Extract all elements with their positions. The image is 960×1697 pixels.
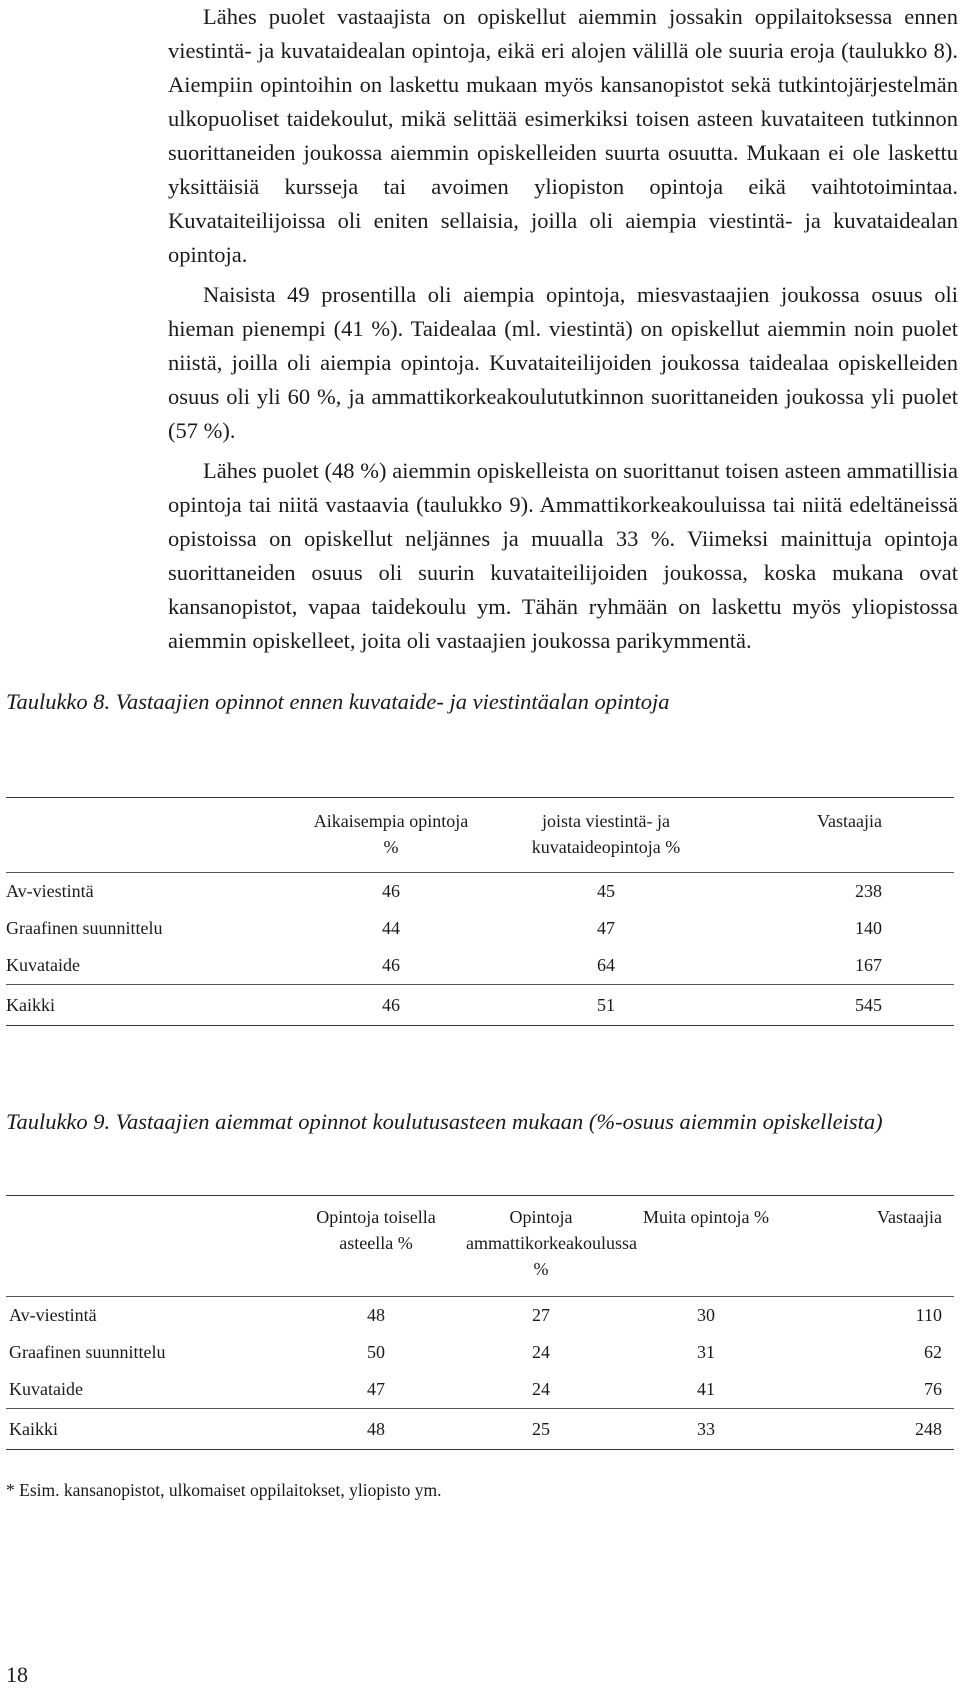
table-row (6, 1297, 954, 1335)
cell: 51 (597, 995, 615, 1015)
cell: 41 (697, 1379, 715, 1399)
header-empty (6, 1196, 296, 1297)
row-label: Kuvataide (9, 1379, 83, 1399)
row-label: Graafinen suunnittelu (9, 1342, 166, 1362)
paragraph: Naisista 49 prosentilla oli aiempia opintoja, miesvastaajien joukossa osuus oli hieman pienempi (41 %). Taidealaa (ml. viestintä) on opiskellut aiemmin noin puolet niistä, joilla oli aiempia opintoja. Kuvataiteilijoiden joukossa taidealaa opiskelleiden osuus oli yli 60 %, ja ammattikorkeakoulututkinnon suorittaneiden joukossa yli puolet (57 %). (168, 282, 958, 443)
table8-caption: Taulukko 8. Vastaajien opinnot ennen kuvataide- ja viestintäalan opintoja (6, 689, 670, 714)
cell: 27 (532, 1305, 550, 1325)
page-number: 18 (6, 1662, 28, 1687)
cell: 167 (855, 955, 882, 975)
table-row-total (6, 985, 954, 1026)
cell: 46 (382, 995, 400, 1015)
column-header: Vastaajia (877, 1207, 942, 1227)
column-header: joista viestintä- ja kuvataideopintoja % (531, 811, 681, 857)
cell: 50 (367, 1342, 385, 1362)
row-label: Kaikki (9, 1419, 58, 1439)
cell: 47 (367, 1379, 385, 1399)
cell: 64 (597, 955, 615, 975)
cell: 110 (915, 1305, 942, 1325)
cell: 47 (597, 918, 615, 938)
cell: 45 (597, 881, 615, 901)
table-row (6, 1334, 954, 1371)
cell: 238 (855, 881, 882, 901)
table8 (6, 797, 954, 1026)
footnote: * Esim. kansanopistot, ulkomaiset oppilaitokset, yliopisto ym. (6, 1480, 442, 1500)
table-header-row (6, 1196, 954, 1297)
table-row (6, 873, 954, 911)
cell: 62 (924, 1342, 942, 1362)
row-label: Kaikki (6, 995, 55, 1015)
column-header: Aikaisempia opintoja % (313, 811, 469, 857)
cell: 140 (855, 918, 882, 938)
header-empty (6, 798, 296, 873)
cell: 46 (382, 955, 400, 975)
cell: 545 (855, 995, 882, 1015)
cell: 44 (382, 918, 400, 938)
table-header-row (6, 798, 954, 873)
table-row (6, 1371, 954, 1409)
row-label: Graafinen suunnittelu (6, 918, 163, 938)
table-row (6, 910, 954, 947)
column-header: Opintoja ammattikorkeakoulussa % (466, 1207, 637, 1279)
table-row (6, 947, 954, 985)
table9-caption: Taulukko 9. Vastaajien aiemmat opinnot koulutusasteen mukaan (%-osuus aiemmin opiskelleista) (6, 1109, 883, 1134)
cell: 48 (367, 1419, 385, 1439)
column-header: Vastaajia (817, 811, 882, 831)
table9 (6, 1195, 954, 1450)
column-header: Muita opintoja % (643, 1207, 769, 1227)
cell: 48 (367, 1305, 385, 1325)
cell: 33 (697, 1419, 715, 1439)
row-label: Kuvataide (6, 955, 80, 975)
cell: 76 (924, 1379, 942, 1399)
row-label: Av-viestintä (6, 881, 94, 901)
paragraph: Lähes puolet (48 %) aiemmin opiskelleista on suorittanut toisen asteen ammatillisia opintoja tai niitä vastaavia (taulukko 9). Ammattikorkeakouluissa tai niitä edeltäneissä opistoissa on opiskellut neljännes ja muualla 33 %. Viimeksi mainittuja opintoja suorittaneiden osuus oli suurin kuvataiteilijoiden joukossa, koska mukana ovat kansanopistot, vapaa taidekoulu ym. Tähän ryhmään on laskettu myös yliopistossa aiemmin opiskelleet, joita oli vastaajien joukossa parikymmentä. (168, 458, 958, 653)
column-header: Opintoja toisella asteella % (316, 1207, 436, 1253)
table-row-total (6, 1409, 954, 1450)
cell: 248 (915, 1419, 942, 1439)
paragraph: Lähes puolet vastaajista on opiskellut aiemmin jossakin oppilaitoksessa ennen viestintä- ja kuvataidealan opintoja, eikä eri alojen välillä ole suuria eroja (taulukko 8). Aiempiin opintoihin on laskettu mukaan myös kansanopistot sekä tutkintojärjestelmän ulkopuoliset taidekoulut, mikä selittää esimerkiksi toisen asteen kuvataiteen tutkinnon suorittaneiden joukossa aiemmin opiskelleiden suurta osuutta. Mukaan ei ole laskettu yksittäisiä kursseja tai avoimen yliopiston opintoja eikä vaihtotoimintaa. Kuvataiteilijoissa oli eniten sellaisia, joilla oli aiempia viestintä- ja kuvataidealan opintoja. (168, 4, 958, 267)
cell: 31 (697, 1342, 715, 1362)
cell: 30 (697, 1305, 715, 1325)
row-label: Av-viestintä (9, 1305, 97, 1325)
cell: 24 (532, 1379, 550, 1399)
cell: 24 (532, 1342, 550, 1362)
body-text (168, 0, 958, 658)
cell: 25 (532, 1419, 550, 1439)
cell: 46 (382, 881, 400, 901)
